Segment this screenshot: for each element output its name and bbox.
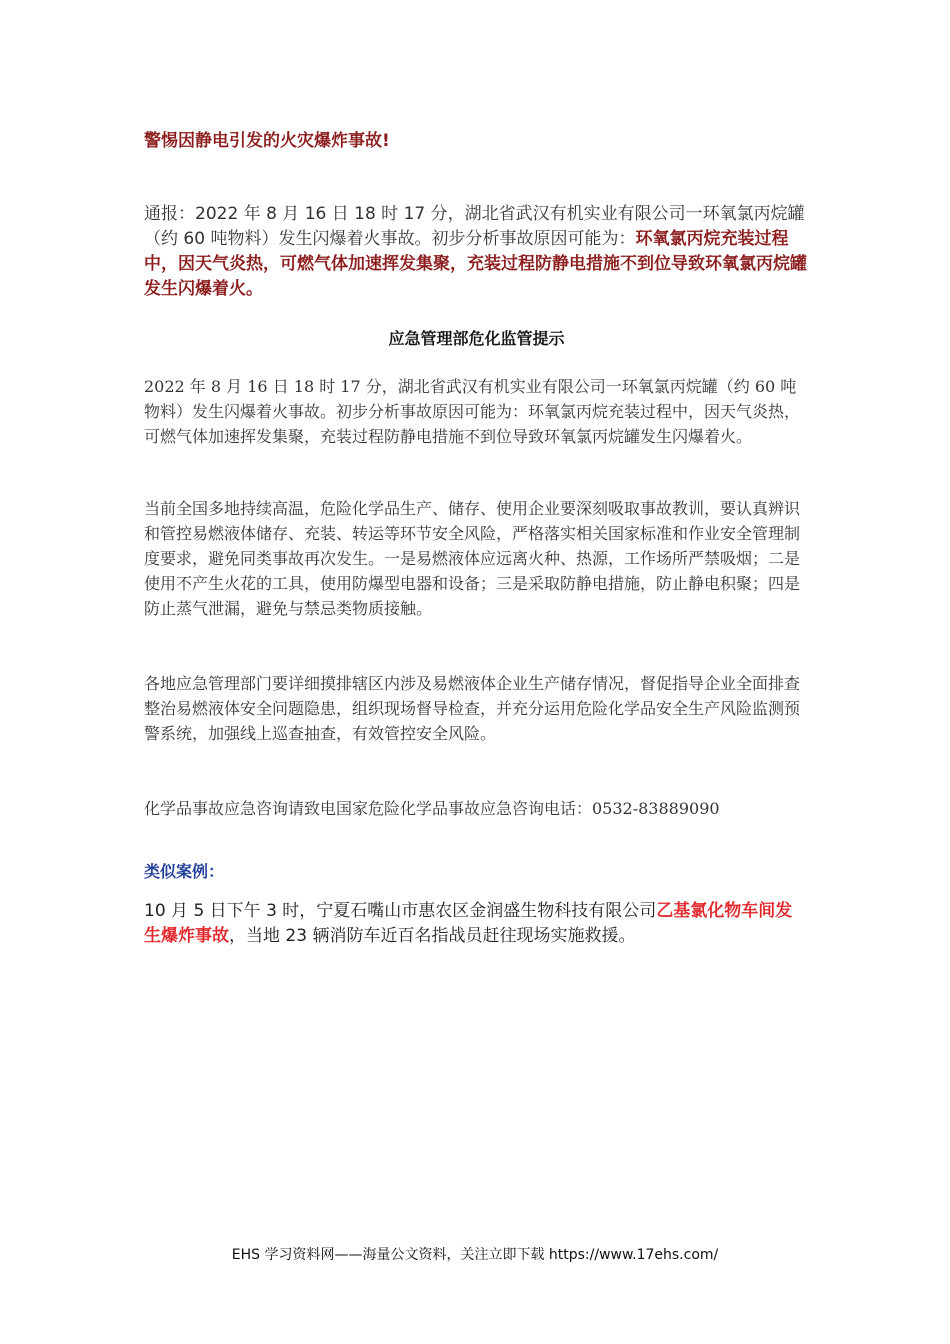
case-highlight: 乙基氯化物车间发生爆炸事故 [144,901,793,946]
notice-text: 通报：2022 年 8 月 16 日 18 时 17 分，湖北省武汉有机实业有限公司一环氧氯丙烷罐（约 60 吨物料）发生闪爆着火事故。初步分析事故原因可能为： [144,204,805,249]
case-text-prefix: 10 月 5 日下午 3 时，宁夏石嘴山市惠农区金润盛生物科技有限公司 [144,901,657,921]
document-title: 警惕因静电引发的火灾爆炸事故! [144,131,390,151]
page-footer: EHS 学习资料网——海量公文资料，关注立即下载 https://www.17ehs.com/ [231,1247,719,1263]
similar-case-text [144,899,809,949]
similar-case-label: 类似案例： [144,862,225,881]
paragraph-incident: 2022 年 8 月 16 日 18 时 17 分，湖北省武汉有机实业有限公司一环氧氯丙烷罐（约 60 吨物料）发生闪爆着火事故。初步分析事故原因可能为：环氧氯丙烷充装过程中，因天气炎热，可燃气体加速挥发集聚，充装过程防静电措施不到位导致环氧氯丙烷罐发生闪爆着火。 [144,377,801,446]
case-text-suffix: ，当地 23 辆消防车近百名指战员赶往现场实施救援。 [229,926,636,946]
paragraph-supervision: 各地应急管理部门要详细摸排辖区内涉及易燃液体企业生产储存情况，督促指导企业全面排查整治易燃液体安全问题隐患，组织现场督导检查，并充分运用危险化学品安全生产风险监测预警系统，加强线上巡查抽查，有效管控安全风险。 [144,674,801,743]
section-heading: 应急管理部危化监管提示 [388,329,565,348]
paragraph-hotline: 化学品事故应急咨询请致电国家危险化学品事故应急咨询电话：0532-83889090 [144,799,720,818]
incident-notice [144,202,809,302]
paragraph-requirements: 当前全国多地持续高温，危险化学品生产、储存、使用企业要深刻吸取事故教训，要认真辨识和管控易燃液体储存、充装、转运等环节安全风险，严格落实相关国家标准和作业安全管理制度要求，避免同类事故再次发生。一是易燃液体应远离火种、热源，工作场所严禁吸烟；二是使用不产生火花的工具，使用防爆型电器和设备；三是采取防静电措施，防止静电积聚；四是防止蒸气泄漏，避免与禁忌类物质接触。 [144,499,801,618]
notice-cause-highlight: 环氧氯丙烷充装过程中，因天气炎热，可燃气体加速挥发集聚，充装过程防静电措施不到位导致环氧氯丙烷罐发生闪爆着火。 [144,229,807,299]
